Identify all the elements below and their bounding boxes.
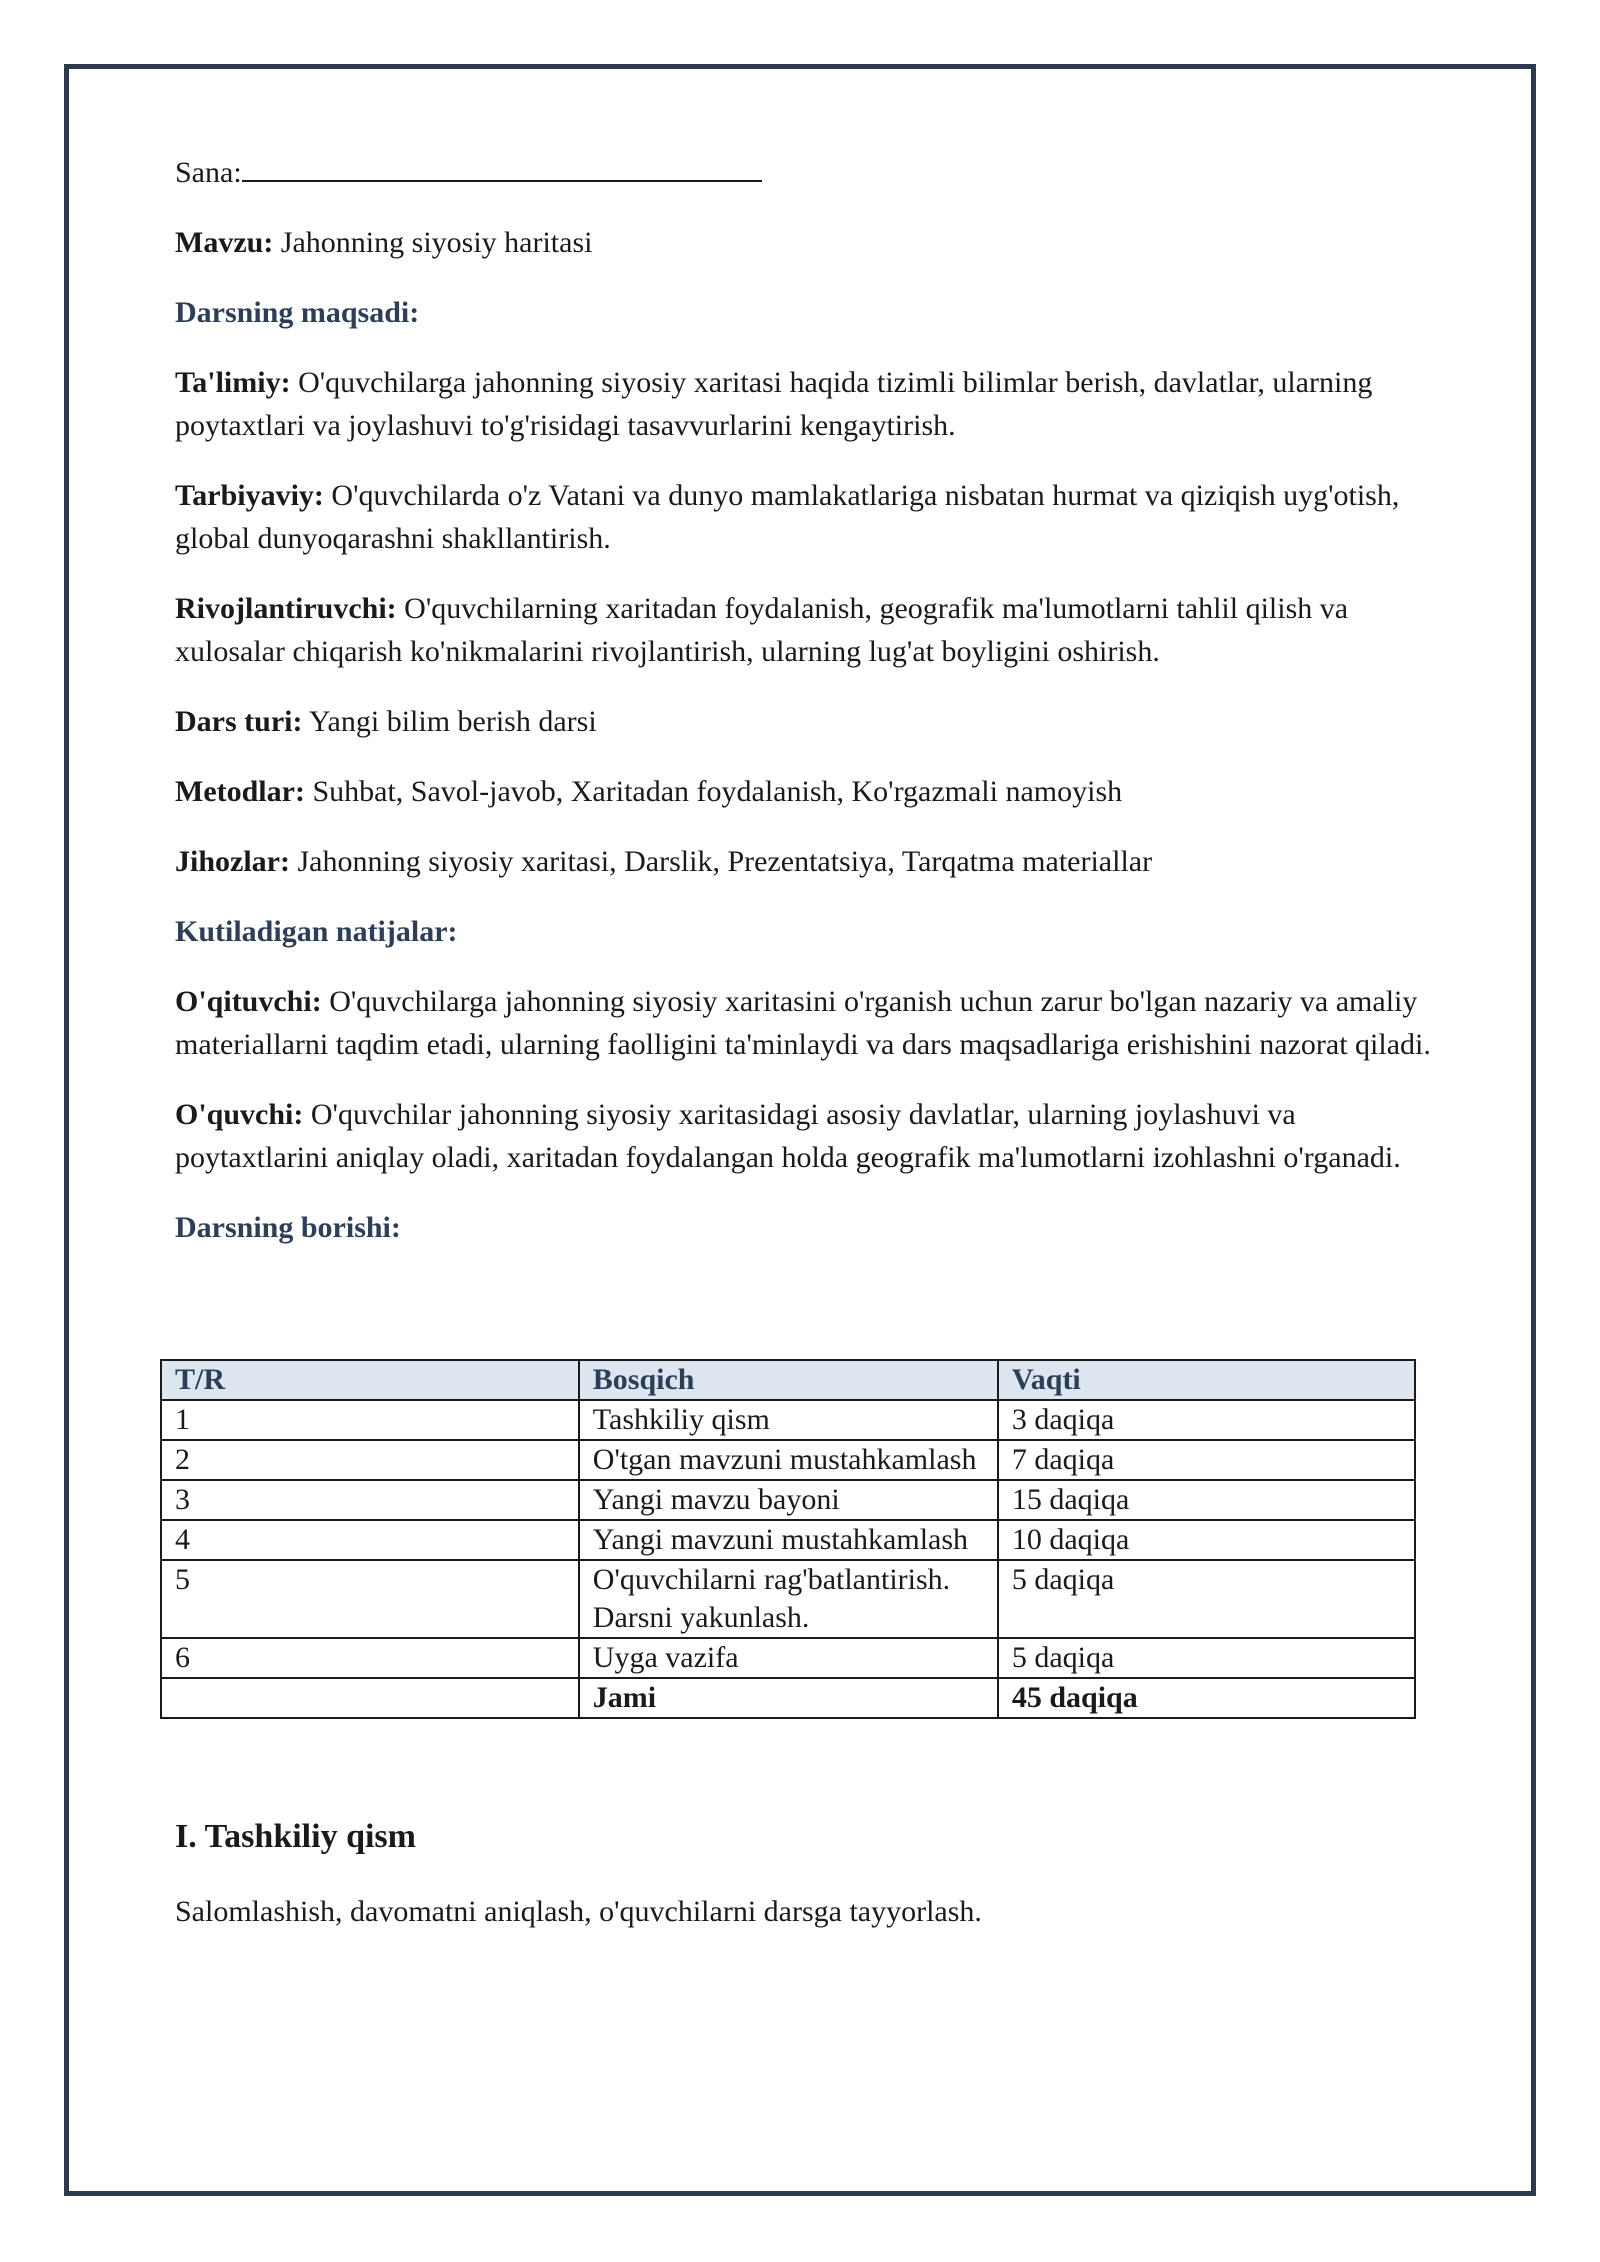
outcome-teacher: O'qituvchi: O'quvchilarga jahonning siyosiy xaritasini o'rganish uchun zarur bo'lgan nazariy va amaliy materiallarni taqdim etadi, ularning faolligini ta'minlaydi va dars maqsadlariga erishishini nazorat qiladi. bbox=[175, 985, 1431, 1061]
table-cell bbox=[161, 1678, 579, 1718]
table-cell: Uyga vazifa bbox=[579, 1638, 998, 1678]
procedure-table bbox=[160, 1359, 1416, 1719]
outcomes-heading: Kutiladigan natijalar: bbox=[175, 915, 458, 948]
table-cell: 2 bbox=[161, 1440, 579, 1480]
column-header: Bosqich bbox=[579, 1360, 998, 1400]
outcome-student: O'quvchi: O'quvchilar jahonning siyosiy xaritasidagi asosiy davlatlar, ularning joylashuvi va poytaxtlarini aniqlay oladi, xaritadan foydalangan holda geografik ma'lumotlarni izohlashni o'rganadi. bbox=[175, 1098, 1401, 1174]
goal-developing: Rivojlantiruvchi: O'quvchilarning xaritadan foydalanish, geografik ma'lumotlarni tahlil qilish va xulosalar chiqarish ko'nikmalarini rivojlantirish, ularning lug'at boyligini oshirish. bbox=[175, 592, 1349, 668]
section-title: I. Tashkiliy qism bbox=[175, 1818, 416, 1855]
table-row bbox=[161, 1560, 1415, 1638]
table-cell: 3 bbox=[161, 1480, 579, 1520]
table-cell: 5 bbox=[161, 1560, 579, 1638]
table-cell: 15 daqiqa bbox=[998, 1480, 1415, 1520]
table-cell: Jami bbox=[579, 1678, 998, 1718]
document-body bbox=[175, 150, 1440, 1276]
topic-value: Jahonning siyosiy haritasi bbox=[280, 226, 593, 259]
table-cell: 10 daqiqa bbox=[998, 1520, 1415, 1560]
date-blank bbox=[242, 150, 762, 182]
table-cell: O'quvchilarni rag'batlantirish. Darsni yakunlash. bbox=[579, 1560, 998, 1638]
table-cell: 7 daqiqa bbox=[998, 1440, 1415, 1480]
table-cell: 4 bbox=[161, 1520, 579, 1560]
table-cell: Yangi mavzu bayoni bbox=[579, 1480, 998, 1520]
date-line: Sana: bbox=[175, 150, 1440, 194]
table-cell: 5 daqiqa bbox=[998, 1560, 1415, 1638]
goal-educational: Ta'limiy: O'quvchilarga jahonning siyosiy xaritasi haqida tizimli bilimlar berish, davlatlar, ularning poytaxtlari va joylashuvi to'g'risidagi tasavvurlarini kengaytirish. bbox=[175, 366, 1373, 442]
table-row bbox=[161, 1520, 1415, 1560]
topic-label: Mavzu: bbox=[175, 226, 274, 259]
table-cell: 1 bbox=[161, 1400, 579, 1440]
table-cell: 3 daqiqa bbox=[998, 1400, 1415, 1440]
table-row bbox=[161, 1440, 1415, 1480]
table-row bbox=[161, 1400, 1415, 1440]
goals-heading: Darsning maqsadi: bbox=[175, 296, 420, 329]
table-cell: Yangi mavzuni mustahkamlash bbox=[579, 1520, 998, 1560]
topic-line bbox=[175, 221, 1440, 264]
table-cell: 45 daqiqa bbox=[998, 1678, 1415, 1718]
procedure-heading: Darsning borishi: bbox=[175, 1211, 401, 1244]
equipment: Jihozlar: Jahonning siyosiy xaritasi, Darslik, Prezentatsiya, Tarqatma materiallar bbox=[175, 845, 1153, 878]
methods: Metodlar: Suhbat, Savol-javob, Xaritadan foydalanish, Ko'rgazmali namoyish bbox=[175, 775, 1123, 808]
table-row bbox=[161, 1480, 1415, 1520]
table-total-row bbox=[161, 1678, 1415, 1718]
table-cell: Tashkiliy qism bbox=[579, 1400, 998, 1440]
column-header: Vaqti bbox=[998, 1360, 1415, 1400]
table-cell: O'tgan mavzuni mustahkamlash bbox=[579, 1440, 998, 1480]
lesson-type: Dars turi: Yangi bilim berish darsi bbox=[175, 705, 597, 738]
table-row bbox=[161, 1638, 1415, 1678]
table-cell: 6 bbox=[161, 1638, 579, 1678]
section-text: Salomlashish, davomatni aniqlash, o'quvchilarni darsga tayyorlash. bbox=[175, 1895, 982, 1928]
table-header-row bbox=[161, 1360, 1415, 1400]
column-header: T/R bbox=[161, 1360, 579, 1400]
table-cell: 5 daqiqa bbox=[998, 1638, 1415, 1678]
goal-upbringing: Tarbiyaviy: O'quvchilarda o'z Vatani va dunyo mamlakatlariga nisbatan hurmat va qiziqish uyg'otish, global dunyoqarashni shakllantirish. bbox=[175, 479, 1400, 555]
